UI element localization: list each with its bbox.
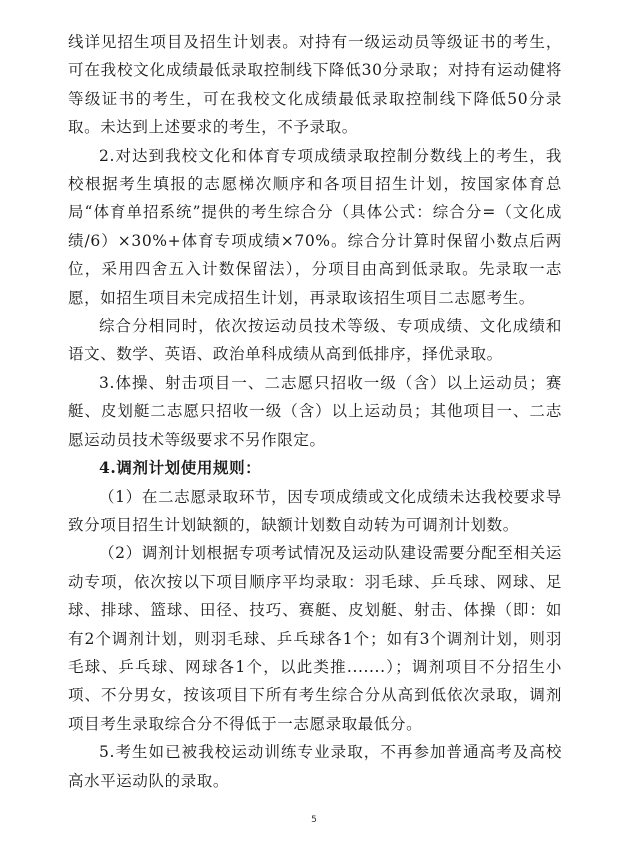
paragraph-tiebreak: 综合分相同时，依次按运动员技术等级、专项成绩、文化成绩和语文、数学、英语、政治单科成绩从高到低排序，择优录取。: [68, 317, 562, 364]
paragraph-continuation: 线详见招生项目及招生计划表。对持有一级运动员等级证书的考生，可在我校文化成绩最低录取控制线下降低30分录取；对持有运动健将等级证书的考生，可在我校文化成绩最低录取控制线下降低50分录取。未达到上述要求的考生，不予录取。: [68, 33, 562, 137]
paragraph-rule-3: 3.体操、射击项目一、二志愿只招收一级（含）以上运动员；赛艇、皮划艇二志愿只招收一级（含）以上运动员；其他项目一、二志愿运动员技术等级要求不另作限定。: [68, 373, 562, 449]
section-heading-adjustment-rules: 4.调剂计划使用规则：: [99, 458, 262, 478]
document-body: [68, 28, 562, 795]
paragraph-adjustment-1: （1）在二志愿录取环节，因专项成绩或文化成绩未达我校要求导致分项目招生计划缺额的，缺额计划数自动转为可调剂计划数。: [68, 487, 562, 534]
paragraph-rule-5: 5.考生如已被我校运动训练专业录取，不再参加普通高考及高校高水平运动队的录取。: [68, 743, 562, 790]
paragraph-adjustment-2: （2）调剂计划根据专项考试情况及运动队建设需要分配至相关运动专项，依次按以下项目顺序平均录取：羽毛球、乒乓球、网球、足球、排球、篮球、田径、技巧、赛艇、皮划艇、射击、体操（即：如有2个调剂计划，则羽毛球、乒乓球各1个；如有3个调剂计划，则羽毛球、乒乓球、网球各1个，以此类推.......）；调剂项目不分招生小项、不分男女，按该项目下所有考生综合分从高到低依次录取，调剂项目考生录取综合分不得低于一志愿录取最低分。: [68, 544, 562, 733]
paragraph-rule-2: 2.对达到我校文化和体育专项成绩录取控制分数线上的考生，我校根据考生填报的志愿梯次顺序和各项目招生计划，按国家体育总局“体育单招系统”提供的考生综合分（具体公式：综合分=（文化成绩/6）×30%+体育专项成绩×70%。综合分计算时保留小数点后两位，采用四舍五入计数保留法），分项目由高到低录取。先录取一志愿，如招生项目未完成招生计划，再录取该招生项目二志愿考生。: [68, 146, 562, 307]
page-number: 5: [311, 815, 317, 825]
